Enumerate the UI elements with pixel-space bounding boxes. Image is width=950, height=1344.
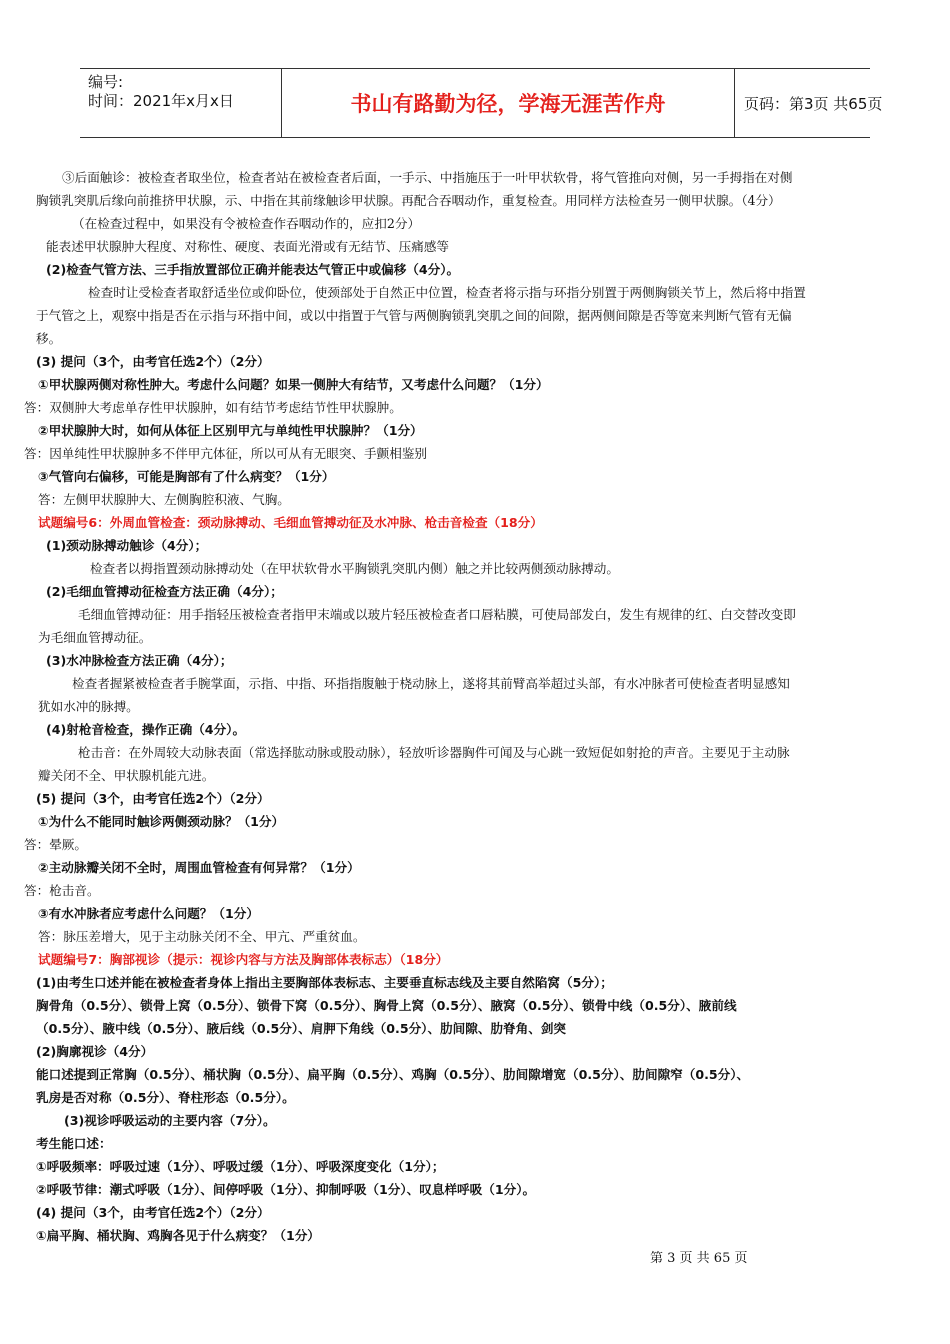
- text-line: 胸锁乳突肌后缘向前推挤甲状腺，示、中指在其前缘触诊甲状腺。再配合吞咽动作，重复检查。用同样方法检查另一侧甲状腺。（4分）: [36, 193, 781, 208]
- section-heading: (2)胸廓视诊（4分）: [36, 1044, 154, 1059]
- question: ③有水冲脉者应考虑什么问题？（1分）: [38, 906, 259, 921]
- text-line: ②呼吸节律：潮式呼吸（1分）、间停呼吸（1分）、抑制呼吸（1分）、叹息样呼吸（1分）。: [36, 1182, 536, 1197]
- text-line: 能口述提到正常胸（0.5分）、桶状胸（0.5分）、扁平胸（0.5分）、鸡胸（0.5分）、肋间隙增宽（0.5分）、肋间隙窄（0.5分）、: [36, 1067, 750, 1082]
- answer: 答：左侧甲状腺肿大、左侧胸腔积液、气胸。: [38, 492, 290, 507]
- text-line: 毛细血管搏动征：用手指轻压被检查者指甲末端或以玻片轻压被检查者口唇粘膜，可使局部发白，发生有规律的红、白交替改变即: [78, 607, 796, 622]
- number-label: 编号:: [88, 73, 124, 91]
- text-line: 胸骨角（0.5分）、锁骨上窝（0.5分）、锁骨下窝（0.5分）、胸骨上窝（0.5分）、腋窝（0.5分）、锁骨中线（0.5分）、腋前线: [36, 998, 737, 1013]
- page-footer: 第 3 页 共 65 页: [650, 1251, 748, 1266]
- question: ①甲状腺两侧对称性肿大。考虑什么问题？如果一侧肿大有结节，又考虑什么问题？（1分）: [38, 377, 549, 392]
- header-motto: 书山有路勤为径，学海无涯苦作舟: [282, 69, 735, 137]
- question-heading: (5) 提问（3个，由考官任选2个）（2分）: [36, 791, 270, 806]
- section-heading: (1)颈动脉搏动触诊（4分）；: [46, 538, 208, 553]
- question-heading: (4) 提问（3个，由考官任选2个）（2分）: [36, 1205, 270, 1220]
- answer: 答：因单纯性甲状腺肿多不伴甲亢体征，所以可从有无眼突、手颤相鉴别: [24, 446, 427, 461]
- text-line: （在检查过程中，如果没有令被检查作吞咽动作的，应扣2分）: [72, 216, 421, 231]
- question: ①为什么不能同时触诊两侧颈动脉？（1分）: [38, 814, 285, 829]
- text-line: 为毛细血管搏动征。: [38, 630, 152, 645]
- text-line: ①呼吸频率：呼吸过速（1分）、呼吸过缓（1分）、呼吸深度变化（1分）；: [36, 1159, 445, 1174]
- text-line: 枪击音：在外周较大动脉表面（常选择肱动脉或股动脉），轻放听诊器胸件可闻及与心跳一致短促如射抢的声音。主要见于主动脉: [78, 745, 790, 760]
- exam-item-title: 试题编号6：外周血管检查：颈动脉搏动、毛细血管搏动征及水冲脉、枪击音检查（18分）: [38, 515, 543, 530]
- section-heading: (4)射枪音检查，操作正确（4分）。: [46, 722, 246, 737]
- text-line: 能表述甲状腺肿大程度、对称性、硬度、表面光滑或有无结节、压痛感等: [46, 239, 449, 254]
- header-meta: [80, 69, 282, 137]
- exam-item-title: 试题编号7：胸部视诊（提示：视诊内容与方法及胸部体表标志）（18分）: [38, 952, 449, 967]
- section-heading: (3)水冲脉检查方法正确（4分）；: [46, 653, 233, 668]
- text-line: 考生能口述：: [36, 1136, 112, 1151]
- text-line: 乳房是否对称（0.5分）、脊柱形态（0.5分）。: [36, 1090, 295, 1105]
- section-heading: (2)检查气管方法、三手指放置部位正确并能表达气管正中或偏移（4分）。: [46, 262, 460, 277]
- text-line: （0.5分）、腋中线（0.5分）、腋后线（0.5分）、肩胛下角线（0.5分）、肋间隙、肋脊角、剑突: [36, 1021, 567, 1036]
- question: ①扁平胸、桶状胸、鸡胸各见于什么病变？（1分）: [36, 1228, 320, 1243]
- text-line: 检查者以拇指置颈动脉搏动处（在甲状软骨水平胸锁乳突肌内侧）触之并比较两侧颈动脉搏动。: [90, 561, 619, 576]
- answer: 答：双侧肿大考虑单存性甲状腺肿，如有结节考虑结节性甲状腺肿。: [24, 400, 402, 415]
- answer: 答：枪击音。: [24, 883, 100, 898]
- text-line: 瓣关闭不全、甲状腺机能亢进。: [38, 768, 215, 783]
- text-line: ③后面触诊：被检查者取坐位，检查者站在被检查者后面，一手示、中指施压于一叶甲状软骨，将气管推向对侧，另一手拇指在对侧: [62, 170, 793, 185]
- answer: 答：晕厥。: [24, 837, 87, 852]
- text-line: 犹如水冲的脉搏。: [38, 699, 139, 714]
- question: ②甲状腺肿大时，如何从体征上区别甲亢与单纯性甲状腺肿？（1分）: [38, 423, 423, 438]
- page-header: [80, 68, 883, 138]
- section-heading: (1)由考生口述并能在被检查者身体上指出主要胸部体表标志、主要垂直标志线及主要自然陷窝（5分）；: [36, 975, 613, 990]
- text-line: 于气管之上，观察中指是否在示指与环指中间，或以中指置于气管与两侧胸锁乳突肌之间的间隙，据两侧间隙是否等宽来判断气管有无偏: [36, 308, 792, 323]
- document-body: [24, 166, 906, 1247]
- text-line: 检查者握紧被检查者手腕掌面，示指、中指、环指指腹触于桡动脉上，遂将其前臂高举超过头部，有水冲脉者可使检查者明显感知: [72, 676, 790, 691]
- date-label: 时间：2021年x月x日: [88, 92, 234, 110]
- section-heading: (3)视诊呼吸运动的主要内容（7分）。: [64, 1113, 276, 1128]
- question-heading: (3) 提问（3个，由考官任选2个）（2分）: [36, 354, 270, 369]
- header-page-label: 页码：第3页 共65页: [744, 94, 883, 113]
- question: ③气管向右偏移，可能是胸部有了什么病变？（1分）: [38, 469, 335, 484]
- answer: 答：脉压差增大，见于主动脉关闭不全、甲亢、严重贫血。: [38, 929, 366, 944]
- text-line: 移。: [36, 331, 62, 346]
- question: ②主动脉瓣关闭不全时，周围血管检查有何异常？（1分）: [38, 860, 360, 875]
- text-line: 检查时让受检查者取舒适坐位或仰卧位，使颈部处于自然正中位置，检查者将示指与环指分别置于两侧胸锁关节上，然后将中指置: [88, 285, 806, 300]
- section-heading: (2)毛细血管搏动征检查方法正确（4分）；: [46, 584, 283, 599]
